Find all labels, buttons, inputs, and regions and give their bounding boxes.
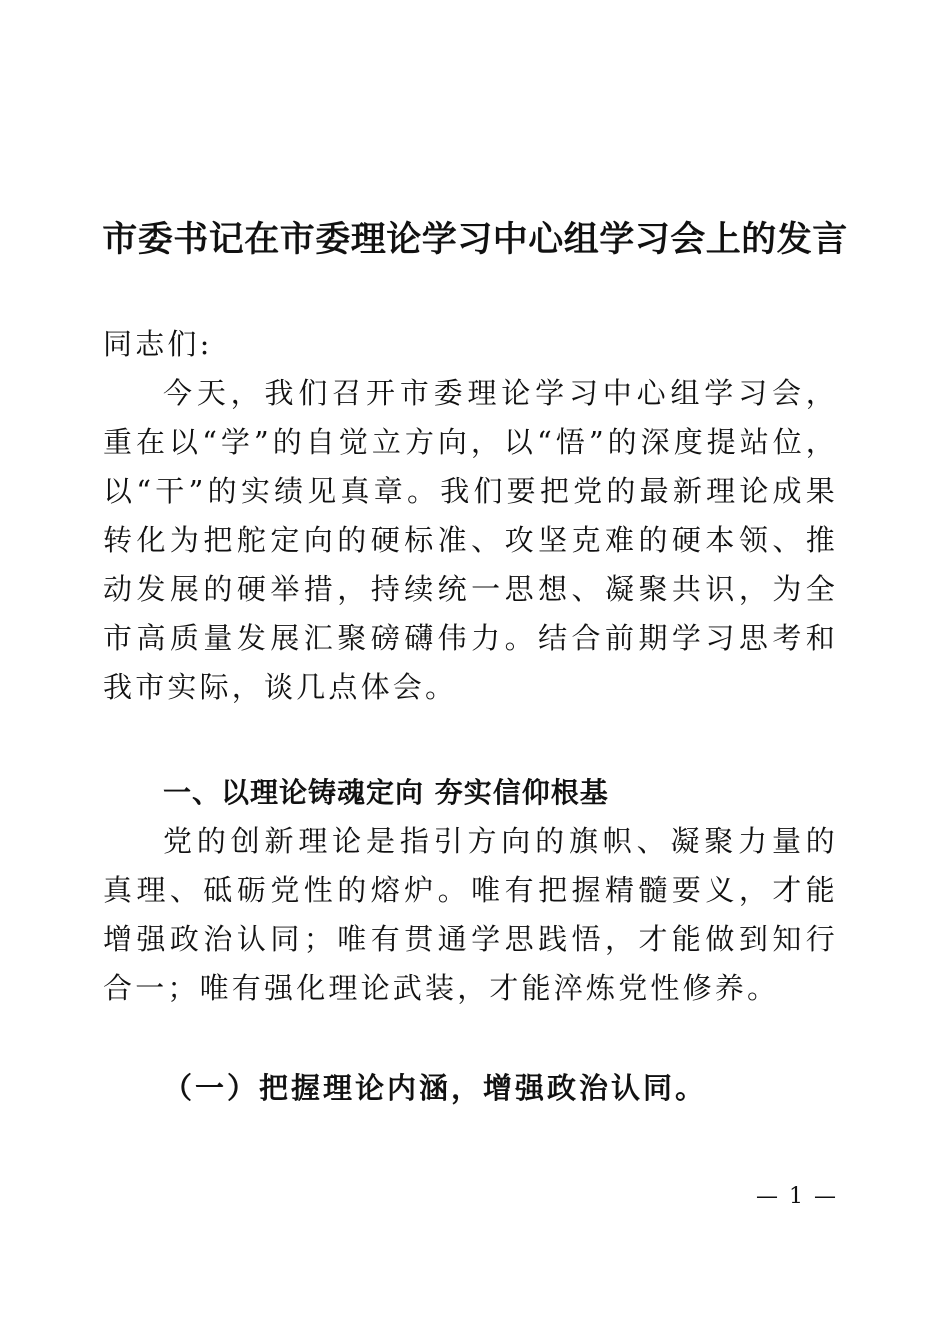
section-heading: 一、以理论铸魂定向 夯实信仰根基 — [163, 776, 609, 809]
subsection-heading: （一）把握理论内涵，增强政治认同。 — [163, 1071, 708, 1105]
intro-paragraph: 今天，我们召开市委理论学习中心组学习会，重在以“学”的自觉立方向，以“悟”的深度提站位，以“干”的实绩见真章。我们要把党的最新理论成果转化为把舵定向的硬标准、攻坚克难的硬本领、推动发展的硬举措，持续统一思想、凝聚共识，为全市高质量发展汇聚磅礴伟力。结合前期学习思考和我市实际，谈几点体会。 — [103, 376, 838, 704]
salutation: 同志们: — [103, 327, 213, 361]
section-paragraph: 党的创新理论是指引方向的旗帜、凝聚力量的真理、砥砺党性的熔炉。唯有把握精髓要义，才能增强政治认同；唯有贯通学思践悟，才能做到知行合一；唯有强化理论武装，才能淬炼党性修养。 — [103, 824, 838, 1005]
document-title: 市委书记在市委理论学习中心组学习会上的发言 — [102, 219, 848, 260]
page-number: — 1 — — [756, 1184, 838, 1209]
